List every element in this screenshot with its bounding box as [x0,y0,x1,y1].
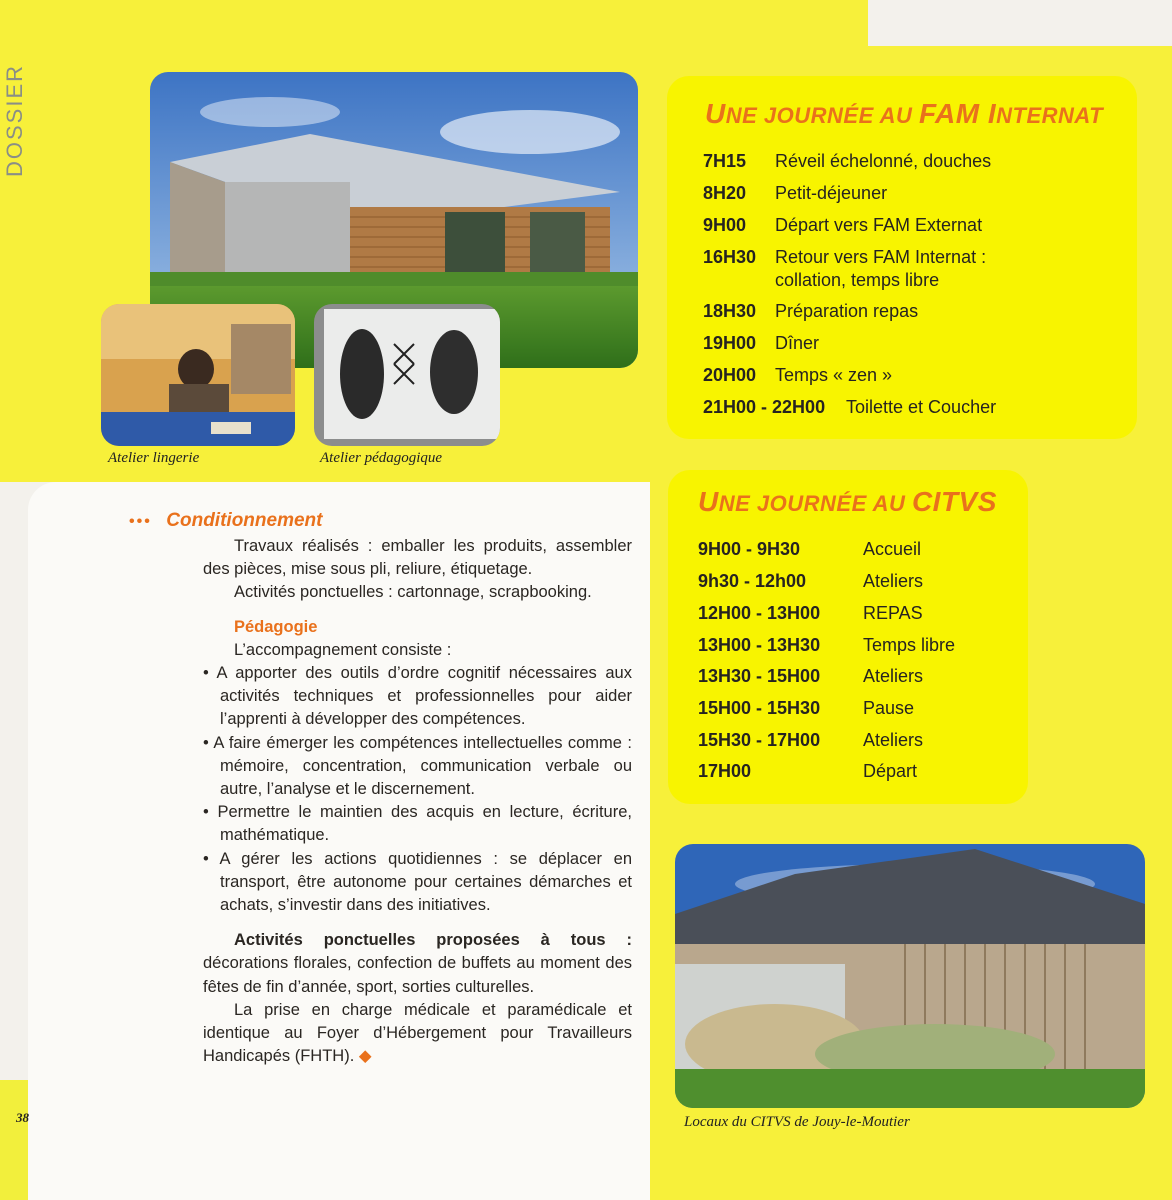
pedagogique-photo [314,304,500,446]
bullet-dots: ••• [129,513,152,530]
bullet-item: • A gérer les actions quotidiennes : se déplacer en transport, être autonome pour certaines démarches et achats, s’investir dans des initiatives. [203,849,632,915]
schedule-row: 17H00 Départ [698,761,918,781]
citvs-photo [675,844,1145,1108]
schedule-row: 13H30 - 15H00 Ateliers [698,666,924,686]
lingerie-illustration [101,304,295,446]
schedule-row: 9h30 - 12h00 Ateliers [698,571,924,591]
schedule-row: 19H00 Dîner [703,333,820,353]
citvs-panel-title: UNE JOURNÉE AU CITVS [698,486,997,517]
schedule-row-continued: collation, temps libre [775,270,940,290]
lingerie-caption: Atelier lingerie [108,450,200,466]
schedule-row: 12H00 - 13H00 REPAS [698,603,923,623]
subheading: Pédagogie [234,617,318,636]
schedule-row: 7H15 Réveil échelonné, douches [703,151,992,171]
schedule-row: 20H00 Temps « zen » [703,365,893,385]
schedule-row: 9H00 - 9H30 Accueil [698,539,922,559]
page-number: 38 [16,1110,29,1125]
article-heading-row [129,510,322,532]
bullet-item: • A faire émerger les compétences intellectuelles comme : mémoire, concentration, communication verbale ou autre, l’analyse et le discernement. [203,733,632,799]
schedule-row: 21H00 - 22H00 Toilette et Coucher [703,397,997,417]
fam-panel-title: UNE JOURNÉE AU FAM INTERNAT [705,98,1104,129]
schedule-row: 9H00 Départ vers FAM Externat [703,215,983,235]
lingerie-photo [101,304,295,446]
citvs-caption: Locaux du CITVS de Jouy-le-Moutier [684,1114,910,1130]
schedule-row: 18H30 Préparation repas [703,301,919,321]
bullet-item: • Permettre le maintien des acquis en lecture, écriture, mathématique. [203,803,632,845]
schedule-row: 16H30 Retour vers FAM Internat : [703,247,987,267]
schedule-row: 8H20 Petit-déjeuner [703,183,888,203]
fam-schedule-panel [667,76,1137,439]
section-label: DOSSIER [2,63,27,177]
citvs-building-illustration [675,844,1145,1108]
paragraph: Activités ponctuelles : cartonnage, scrapbooking. [234,583,592,602]
pedagogique-caption: Atelier pédagogique [320,450,443,466]
citvs-schedule-panel [668,470,1028,804]
paragraph: L’accompagnement consiste : [234,640,452,659]
paragraph: Activités ponctuelles proposées à tous : décorations florales, confection de buffets au moment des fêtes de fin d’année, sport, sorties culturelles. [203,931,632,996]
bullet-item: • A apporter des outils d’ordre cognitif nécessaires aux activités techniques et professionnelles pour aider l’apprenti à développer des compétences. [203,664,632,729]
paragraph: La prise en charge médicale et paramédicale et identique au Foyer d’Hébergement pour Travailleurs Handicapés (FHTH). ◆ [203,1000,632,1066]
shoes-board-illustration [314,304,500,446]
schedule-row: 15H00 - 15H30 Pause [698,698,915,718]
paragraph: Travaux réalisés : emballer les produits, assembler des pièces, mise sous pli, reliure, étiquetage. [203,537,632,579]
end-mark: ◆ [358,1047,372,1066]
article-body [203,535,632,1068]
article-heading: Conditionnement [166,510,323,531]
schedule-row: 13H00 - 13H30 Temps libre [698,635,956,655]
schedule-row: 15H30 - 17H00 Ateliers [698,730,924,750]
